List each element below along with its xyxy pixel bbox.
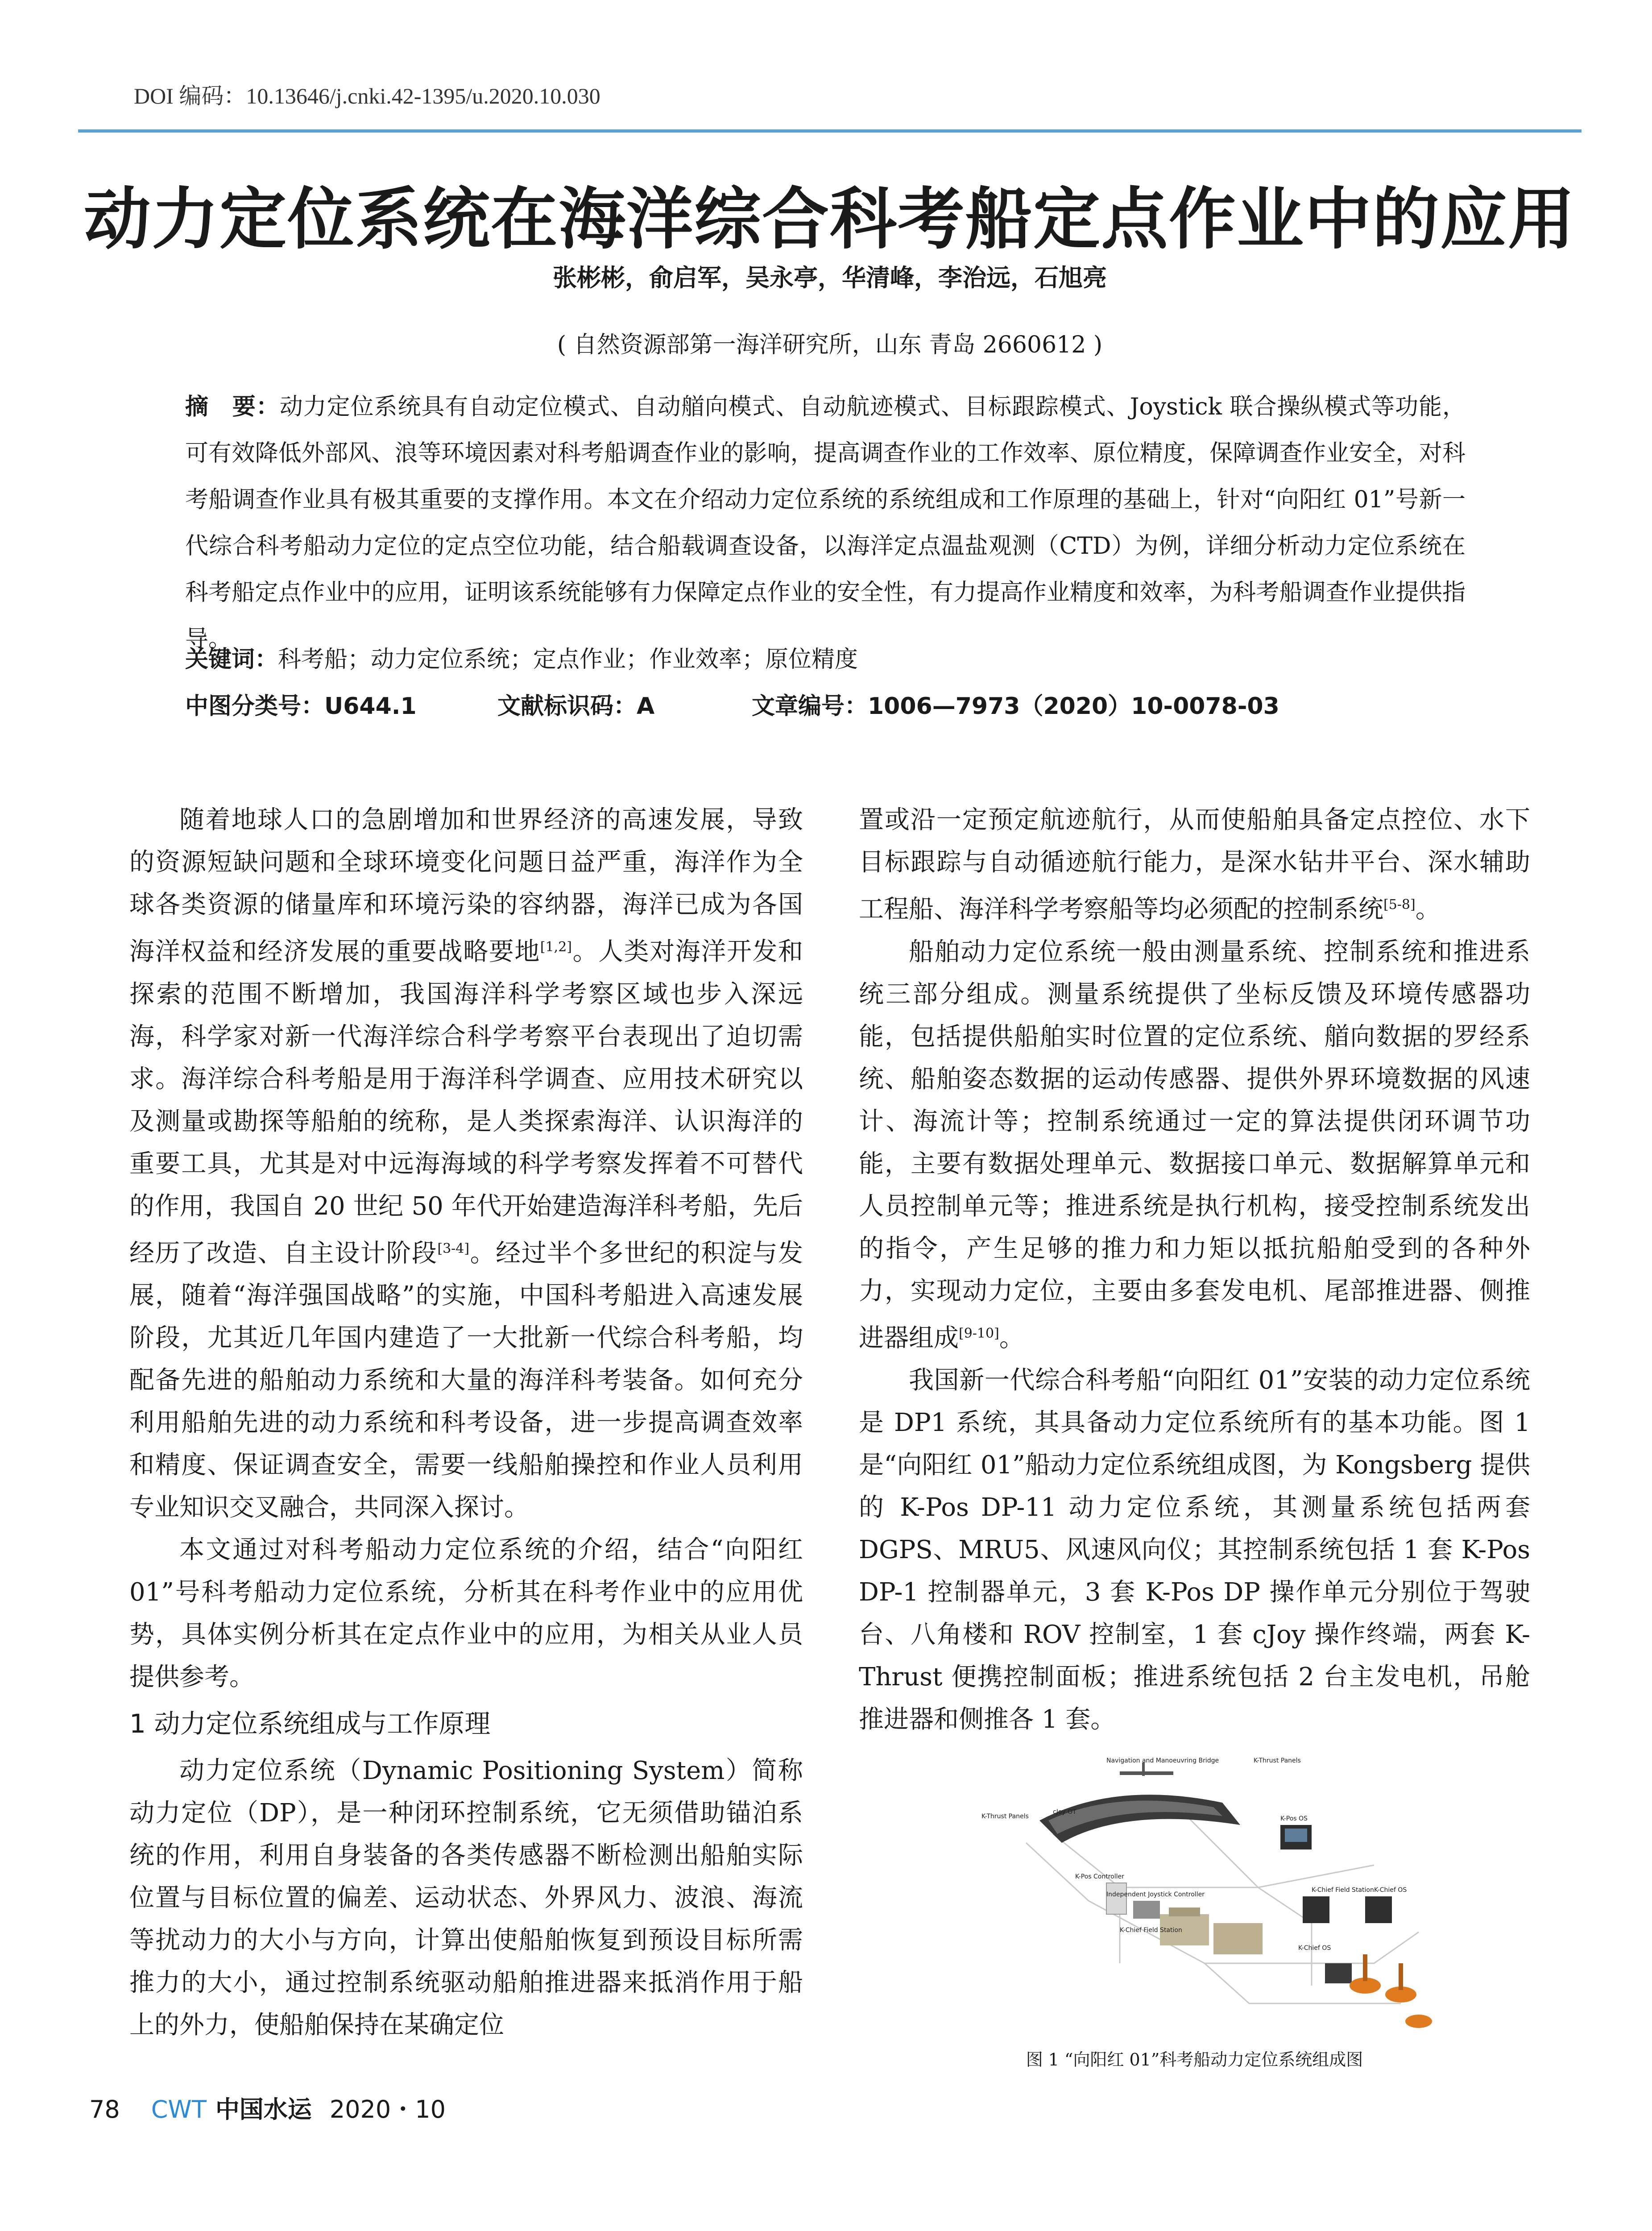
issue-date: 2020・10 (329, 2095, 446, 2123)
label-kthrust-top: K-Thrust Panels (1254, 1757, 1301, 1764)
label-kthrust-left: K-Thrust Panels (981, 1813, 1029, 1820)
abstract-label: 摘 要： (185, 394, 280, 420)
joystick-controller (1133, 1901, 1160, 1919)
journal-logo: CWT (151, 2095, 207, 2123)
clc-number: 中图分类号：U644.1 (185, 693, 417, 720)
paragraph: 置或沿一定预定航迹航行，从而使船舶具备定点控位、水下目标跟踪与自动循迹航行能力，是深水钻井平台、深水辅助工程船、海洋科学考察船等均必须配的控制系统[5-8]。 (859, 805, 1530, 924)
label-kchief-fs1: K-Chief Field Station (1312, 1887, 1374, 1894)
citation: [1,2] (540, 939, 572, 955)
label-kchief-fs2: K-Chief Field Station (1120, 1927, 1182, 1934)
keywords-text: 科考船；动力定位系统；定点作业；作业效率；原位精度 (278, 646, 858, 673)
dp-system-diagram (973, 1754, 1445, 2035)
body-column-left (129, 799, 803, 2046)
kpos-os-console (1280, 1825, 1312, 1849)
label-nav-bridge: Navigation and Manoeuvring Bridge (1106, 1757, 1219, 1764)
thrusters (1350, 1954, 1432, 2028)
citation: [5-8] (1383, 897, 1416, 912)
bridge-console (1039, 1762, 1240, 1843)
page-footer (89, 2090, 446, 2125)
citation: [9-10] (959, 1325, 999, 1341)
keywords (185, 640, 1466, 674)
paper-title: 动力定位系统在海洋综合科考船定点作业中的应用 (83, 181, 1576, 258)
kpos-controller (1106, 1883, 1126, 1914)
kchief-stations (1303, 1896, 1392, 1983)
label-kchief-os1: K-Chief OS (1374, 1887, 1407, 1894)
figure-caption: 图 1 “向阳红 01”科考船动力定位系统组成图 (1026, 2050, 1363, 2069)
cable-lines (1026, 1807, 1419, 2003)
keywords-label: 关键词： (185, 646, 278, 673)
header-rule (78, 129, 1582, 133)
body-column-right (859, 799, 1530, 1741)
label-kpos-controller: K-Pos Controller (1075, 1873, 1124, 1880)
authors: 张彬彬，俞启军，吴永亭，华清峰，李治远，石旭亮 (553, 264, 1107, 292)
paragraph: 船舶动力定位系统一般由测量系统、控制系统和推进系统三部分组成。测量系统提供了坐标反馈及环境传感器功能，包括提供船舶实时位置的定位系统、艏向数据的罗经系统、船舶姿态数据的运动传感器、提供外界环境数据的风速计、海流计等；控制系统通过一定的算法提供闭环调节功能，主要有数据处理单元、数据接口单元、数据解算单元和人员控制单元等；推进系统是执行机构，接受控制系统发出的指令，产生足够的推力和力矩以抵抗船舶受到的各种外力，实现动力定位，主要由多套发电机、尾部推进器、侧推进器组成[9-10]。 (859, 937, 1530, 1353)
paragraph: 本文通过对科考船动力定位系统的介绍，结合“向阳红 01”号科考船动力定位系统，分析其在科考作业中的应用优势，具体实例分析其在定点作业中的应用，为相关从业人员提供参考。 (129, 1535, 803, 1692)
section-heading: 1 动力定位系统组成与工作原理 (129, 1708, 491, 1739)
article-number: 文章编号：1006—7973（2020）10-0078-03 (752, 693, 1279, 720)
doi-line: DOI 编码：10.13646/j.cnki.42-1395/u.2020.10.030 (134, 83, 600, 108)
document-code: 文献标识码：A (497, 693, 655, 720)
label-kchief-os2: K-Chief OS (1298, 1945, 1331, 1952)
abstract (185, 384, 1466, 662)
abstract-text: 动力定位系统具有自动定位模式、自动艏向模式、自动航迹模式、目标跟踪模式、Joystick 联合操纵模式等功能，可有效降低外部风、浪等环境因素对科考船调查作业的影响，提高调查作业的工作效率、原位精度，保障调查作业安全，对科考船调查作业具有极其重要的支撑作用。本文在介绍动力定位系统的系统组成和工作原理的基础上，针对“向阳红 01”号新一代综合科考船动力定位的定点空位功能，结合船载调查设备，以海洋定点温盐观测（CTD）为例，详细分析动力定位系统在科考船定点作业中的应用，证明该系统能够有力保障定点作业的安全性，有力提高作业精度和效率，为科考船调查作业提供指导。 (185, 394, 1466, 652)
paragraph: 我国新一代综合科考船“向阳红 01”安装的动力定位系统是 DP1 系统，其具备动力定位系统所有的基本功能。图 1 是“向阳红 01”船动力定位系统组成图，为 Kongsberg 提供的 K-Pos DP-11 动力定位系统，其测量系统包括两套 DGPS、MRU5、风速风向仪；其控制系统包括 1 套 K-Pos DP-1 控制器单元，3 套 K-Pos DP 操作单元分别位于驾驶台、八角楼和 ROV 控制室，1 套 cJoy 操作终端，两套 K-Thrust 便携控制面板；推进系统包括 2 台主发电机，吊舱推进器和侧推各 1 套。 (859, 1366, 1530, 1734)
label-cjoy: cJoy OT (1053, 1808, 1076, 1816)
affiliation: ( 自然资源部第一海洋研究所，山东 青岛 2660612 ) (557, 332, 1103, 358)
label-kpos-os: K-Pos OS (1280, 1815, 1308, 1822)
citation: [3-4] (437, 1240, 470, 1256)
page-number: 78 (89, 2095, 120, 2123)
paragraph: 随着地球人口的急剧增加和世界经济的高速发展，导致的资源短缺问题和全球环境变化问题日益严重，海洋作为全球各类资源的储量库和环境污染的容纳器，海洋已成为各国海洋权益和经济发展的重要战略要地[1,2]。人类对海洋开发和探索的范围不断增加，我国海洋科学考察区域也步入深远海，科学家对新一代海洋综合科学考察平台表现出了迫切需求。海洋综合科考船是用于海洋科学调查、应用技术研究以及测量或勘探等船舶的统称，是人类探索海洋、认识海洋的重要工具，尤其是对中远海海域的科学考察发挥着不可替代的作用，我国自 20 世纪 50 年代开始建造海洋科考船，先后经历了改造、自主设计阶段[3-4]。经过半个多世纪的积淀与发展，随着“海洋强国战略”的实施，中国科考船进入高速发展阶段，尤其近几年国内建造了一大批新一代综合科考船，均配备先进的船舶动力系统和大量的海洋科考装备。如何充分利用船舶先进的动力系统和科考设备，进一步提高调查效率和精度、保证调查安全，需要一线船舶操控和作业人员利用专业知识交叉融合，共同深入探讨。 (129, 805, 803, 1522)
journal-name: 中国水运 (215, 2095, 312, 2123)
label-joystick: Independent Joystick Controller (1106, 1891, 1205, 1898)
paragraph: 动力定位系统（Dynamic Positioning System）简称动力定位（DP），是一种闭环控制系统，它无须借助锚泊系统的作用，利用自身装备的各类传感器不断检测出船舶实际位置与目标位置的偏差、运动状态、外界风力、波浪、海流等扰动力的大小与方向，计算出使船舶恢复到预设目标所需推力的大小，通过控制系统驱动船舶推进器来抵消作用于船上的外力，使船舶保持在某确定位 (129, 1756, 803, 2040)
